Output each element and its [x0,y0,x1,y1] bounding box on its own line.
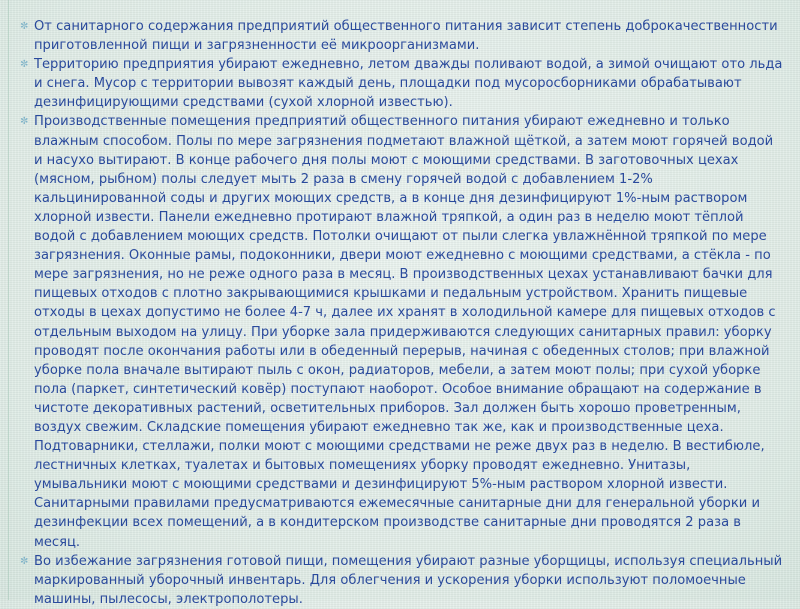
slide-content [20,17,784,609]
paragraph-sanitary-intro: От санитарного содержания предприятий общественного питания зависит степень доброкачественности приготовленной пищи и загрязненности её микроорганизмами. [34,19,778,54]
bullet-star-icon: ✼ [20,555,29,567]
bullet-item-2 [20,55,784,112]
paragraph-production-premises: Производственные помещения предприятий общественного питания убирают ежедневно и только влажным способом. Полы по мере загрязнения подметают влажной щёткой, а затем моют горячей водой и насухо вытирают. В конце рабочего дня полы моют с моющими средствами. В заготовочных цехах (мясном, рыбном) полы следует мыть 2 раза в смену горячей водой с добавлением 1-2% кальцинированной соды и других моющих средств, а в конце дня дезинфицируют 1%-ным раствором хлорной извести. Панели ежедневно протирают влажной тряпкой, а один раз в неделю моют тёплой водой с добавлением моющих средств. Потолки очищают от пыли слегка увлажнённой тряпкой по мере загрязнения. Оконные рамы, подоконники, двери моют ежедневно с моющими средствами, а стёкла - по мере загрязнения, но не реже одного раза в месяц. В производственных цехах устанавливают бачки для пищевых отходов с плотно закрывающимися крышками и педальным устройством. Хранить пищевые отходы в цехах допустимо не более 4-7 ч, далее их хранят в холодильной камере для пищевых отходов с отдельным выходом на улицу. При уборке зала придерживаются следующих санитарных правил: уборку проводят после окончания работы или в обеденный перерыв, начиная с обеденных столов; при влажной уборке пола вначале вытирают пыль с окон, радиаторов, мебели, а затем моют полы; при сухой уборке пола (паркет, синтетический ковёр) поступают наоборот. Особое внимание обращают на содержание в чистоте декоративных растений, осветительных приборов. Зал должен быть хорошо проветренным, воздух свежим. Складские помещения убирают ежедневно так же, как и производственные цеха. Подтоварники, стеллажи, полки моют с моющими средствами не реже двух раз в неделю. В вестибюле, лестничных клетках, туалетах и бытовых помещениях уборку проводят ежедневно. Унитазы, умывальники моют с моющими средствами и дезинфицируют 5%-ным раствором хлорной извести. Санитарными правилами предусматриваются ежемесячные санитарные дни для генеральной уборки и дезинфекции всех помещений, а в кондитерском производстве санитарные дни проводятся 2 раза в месяц. [34,114,776,550]
paragraph-territory-cleaning: Территорию предприятия убирают ежедневно, летом дважды поливают водой, а зимой очищают ото льда и снега. Мусор с территории вывозят каждый день, площадки под мусоросборниками обрабатывают дезинфицирующими средствами (сухой хлорной известью). [34,57,783,111]
bullet-item-4 [20,552,784,609]
bullet-star-icon: ✼ [20,59,29,71]
bullet-item-1 [20,17,784,55]
bullet-list [20,17,784,609]
bullet-item-3 [20,112,784,551]
bullet-star-icon: ✼ [20,21,29,32]
bullet-star-icon: ✼ [20,116,29,128]
paragraph-cleaning-staff: Во избежание загрязнения готовой пищи, помещения убирают разные уборщицы, используя специальный маркированный уборочный инвентарь. Для облегчения и ускорения уборки используют поломоечные машины, пылесосы, электрополотеры. [34,553,783,607]
slide-left-rule [8,0,9,600]
